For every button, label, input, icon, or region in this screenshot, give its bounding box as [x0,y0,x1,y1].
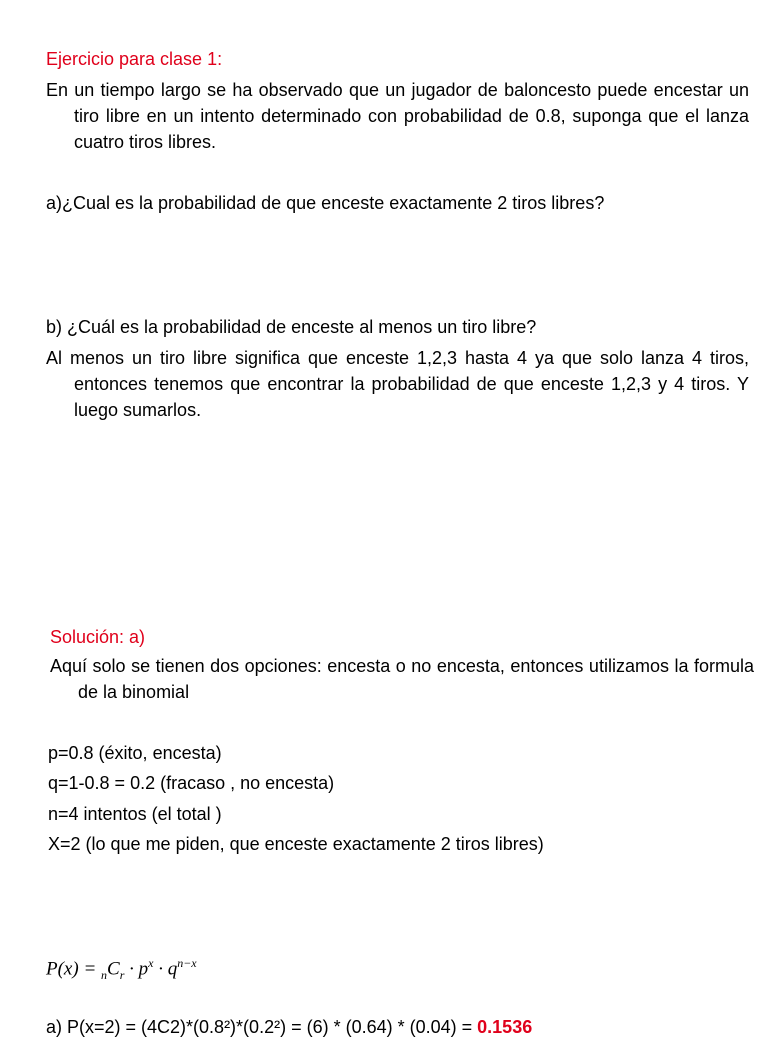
formula-q-sup: n−x [177,956,197,970]
formula-x-sup: x [148,956,154,970]
formula-dot-2: · [158,958,163,980]
exercise-statement: En un tiempo largo se ha observado que un jugador de baloncesto puede encestar un tiro libre en un intento determinado con probabilidad de 0.8, suponga que el lanza cuatro tiros libres. [46,80,749,152]
formula-p: p [138,958,149,980]
computation-line [46,1014,532,1040]
formula-q: q [167,958,178,980]
given-x: X=2 (lo que me piden, que enceste exactamente 2 tiros libres) [48,834,544,854]
formula-dot-1: · [129,958,134,980]
formula-lhs: P(x) = [46,958,97,980]
question-b: b) ¿Cuál es la probabilidad de enceste al menos un tiro libre? [46,317,537,337]
formula-r-sub: r [119,968,125,983]
formula-c: C [107,958,120,980]
computation-text: a) P(x=2) = (4C2)*(0.8²)*(0.2²) = (6) * (0.64) * (0.04) = [46,1017,478,1037]
question-a: a)¿Cual es la probabilidad de que enceste exactamente 2 tiros libres? [46,193,605,213]
given-q: q=1-0.8 = 0.2 (fracaso , no encesta) [48,773,335,793]
exercise-heading: Ejercicio para clase 1: [46,49,223,69]
solution-heading: Solución: a) [50,627,146,647]
question-b-explanation: Al menos un tiro libre significa que enceste 1,2,3 hasta 4 ya que solo lanza 4 tiros, entonces tenemos que encontrar la probabilidad de que enceste 1,2,3 y 4 tiros. Y luego sumarlos. [46,348,749,420]
binomial-formula [46,956,197,983]
formula-n-sub: n [101,968,108,983]
computation-result: 0.1536 [477,1017,533,1037]
solution-intro: Aquí solo se tienen dos opciones: encesta o no encesta, entonces utilizamos la formula de la binomial [50,656,754,702]
given-p: p=0.8 (éxito, encesta) [48,743,222,763]
given-n: n=4 intentos (el total ) [48,804,222,824]
